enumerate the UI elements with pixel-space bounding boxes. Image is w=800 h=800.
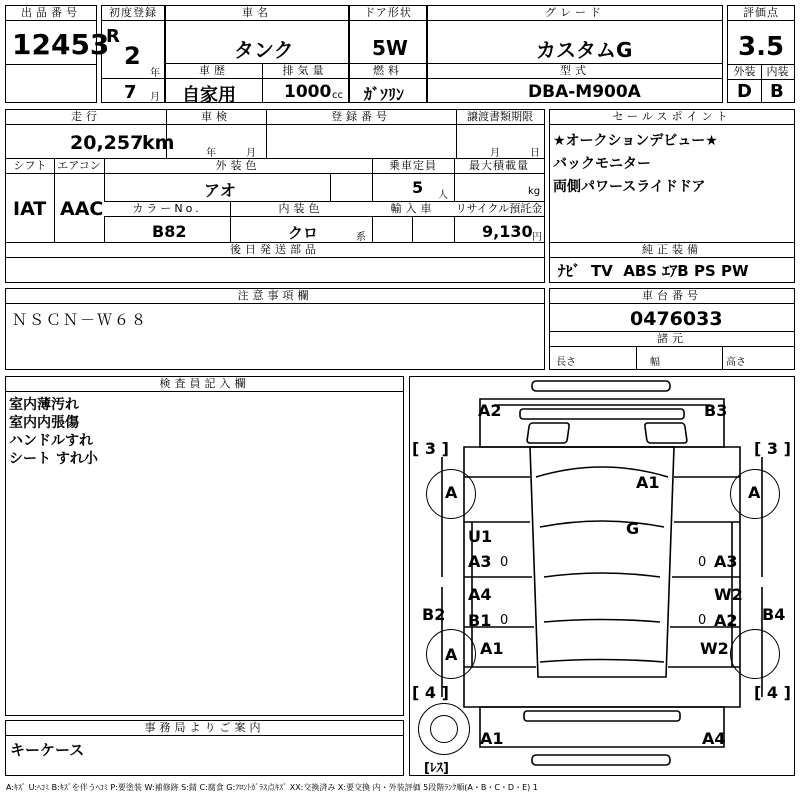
equipment-label: 純正装備 — [550, 243, 794, 258]
mileage: 20,257 — [70, 132, 144, 154]
car-diagram — [409, 376, 795, 776]
wheel-mark: A — [445, 645, 458, 664]
bracket-mark: [ 4 ] — [754, 683, 791, 702]
displacement: 1000 — [284, 82, 332, 102]
damage-mark: A2 — [714, 611, 738, 630]
sales-line: バックモニター — [553, 156, 651, 172]
int-color-unit: 系 — [356, 232, 366, 243]
sales-label: セールスポイント — [550, 110, 794, 125]
car-name-box — [165, 5, 349, 106]
damage-mark: A4 — [702, 729, 726, 748]
damage-mark: B2 — [422, 605, 446, 624]
int-label: 内装 — [761, 65, 794, 80]
wheel-mark: A — [445, 483, 458, 502]
model: DBA-M900A — [528, 82, 641, 102]
damage-mark: A4 — [468, 585, 492, 604]
wheel-mark: A — [748, 483, 761, 502]
notes-text: ＮＳＣＮ－Ｗ６８ — [12, 311, 149, 329]
recycle-fee: 9,130 — [482, 222, 533, 241]
lot-box — [5, 5, 110, 103]
damage-mark: B1 — [468, 611, 492, 630]
height-label: 高さ — [726, 357, 746, 368]
damage-mark: A1 — [636, 473, 660, 492]
year-unit: 年 — [150, 68, 160, 79]
recycle-label: リサイクル預託金 — [455, 202, 543, 215]
transfer-day-unit: 日 — [530, 148, 540, 159]
displacement-label: 排気量 — [262, 64, 348, 79]
less-mark: [ﾚｽ] — [424, 761, 449, 776]
inspector-box — [5, 376, 404, 716]
chassis-number: 0476033 — [630, 308, 723, 330]
door-type: 5W — [372, 36, 408, 60]
ac-label: エアコン — [54, 159, 104, 174]
sales-box — [549, 109, 795, 283]
seats-unit: 人 — [438, 190, 448, 201]
car-name: タンク — [234, 38, 294, 62]
shift-label: シフト — [6, 159, 54, 174]
bracket-mark: [ 3 ] — [754, 439, 791, 458]
spec-label: 諸元 — [550, 332, 794, 347]
load-label: 最大積載量 — [454, 159, 544, 174]
inspection-year-unit: 年 — [206, 148, 216, 159]
lot-label: 出品番号 — [6, 6, 96, 21]
mileage-label: 走行 — [6, 110, 166, 125]
score-box — [727, 5, 795, 103]
inspector-line: 室内薄汚れ — [9, 397, 79, 413]
door-box — [349, 5, 427, 103]
bracket-mark: [ 3 ] — [412, 439, 449, 458]
inspector-label: 検査員記入欄 — [6, 377, 403, 392]
sales-line: 両側パワースライドドア — [553, 179, 706, 195]
transfer-label: 譲渡書類期限 — [456, 110, 544, 125]
wheel-rear-right — [730, 629, 780, 679]
chassis-box — [549, 288, 795, 370]
damage-mark: W2 — [714, 585, 743, 604]
grade-label: グレード — [428, 6, 722, 21]
history: 自家用 — [182, 85, 236, 106]
spare-tire-inner — [430, 715, 458, 743]
ac: AAC — [60, 198, 104, 220]
ext-grade: D — [737, 81, 752, 102]
car-name-label: 車名 — [166, 6, 348, 21]
office-text: キーケース — [10, 741, 85, 759]
yen-unit: 円 — [532, 232, 542, 243]
length-label: 長さ — [556, 357, 576, 368]
reg-month: 7 — [124, 82, 137, 103]
import-label: 輸入車 — [372, 202, 454, 217]
damage-mark: U1 — [468, 527, 493, 546]
reg-year: 2 — [124, 42, 141, 70]
car-outline-drawing — [410, 377, 794, 775]
seats: 5 — [412, 178, 424, 197]
reg-number-label: 登録番号 — [266, 110, 456, 125]
inspection-month-unit: 月 — [246, 148, 256, 159]
first-reg-label: 初度登録 — [102, 6, 164, 21]
damage-mark: B3 — [704, 401, 728, 420]
cc-unit: cc — [332, 90, 343, 101]
model-label: 型式 — [428, 64, 722, 79]
door-label: ドア形状 — [350, 6, 426, 21]
history-label: 車歴 — [166, 64, 262, 79]
color-no: B82 — [152, 222, 187, 241]
ext-color-label: 外装色 — [104, 159, 372, 174]
fuel-label: 燃料 — [350, 64, 426, 79]
fuel: ｶﾞｿﾘﾝ — [364, 85, 405, 104]
damage-mark: A1 — [480, 729, 504, 748]
zero-mark: 0 — [500, 555, 509, 570]
notes-label: 注意事項欄 — [6, 289, 544, 304]
inspector-line: 室内内張傷 — [9, 415, 79, 431]
score-label: 評価点 — [728, 6, 794, 21]
width-label: 幅 — [650, 357, 660, 368]
month-unit: 月 — [150, 92, 160, 103]
first-reg-box — [101, 5, 165, 103]
zero-mark: 0 — [698, 555, 707, 570]
lot-number: 12453 — [12, 28, 110, 61]
notes-box — [5, 288, 545, 370]
bracket-mark: [ 4 ] — [412, 683, 449, 702]
color-no-label: カラーNo. — [104, 202, 230, 217]
shift: IAT — [13, 198, 47, 220]
office-box — [5, 720, 404, 776]
era: R — [106, 26, 120, 47]
later-parts-label: 後日発送部品 — [6, 243, 544, 258]
damage-mark: A3 — [468, 552, 492, 571]
equipment-items: ﾅﾋﾞ TV ABS ｴｱB PS PW — [558, 262, 749, 280]
inspection-label: 車検 — [166, 110, 266, 125]
transfer-month-unit: 月 — [490, 148, 500, 159]
zero-mark: 0 — [698, 613, 707, 628]
damage-mark: A1 — [480, 639, 504, 658]
chassis-label: 車台番号 — [550, 289, 794, 304]
ext-label: 外装 — [728, 65, 761, 80]
spec-box — [5, 109, 545, 283]
int-color-label: 内装色 — [230, 202, 372, 217]
sales-line: ★オークションデビュー★ — [553, 133, 718, 149]
damage-mark: W2 — [700, 639, 729, 658]
damage-mark: B4 — [762, 605, 786, 624]
inspector-line: ハンドルすれ — [9, 433, 93, 449]
grade-box — [427, 5, 723, 103]
ext-color: アオ — [204, 181, 236, 200]
km-unit: km — [142, 132, 175, 154]
legend: A:ｷｽﾞ U:ﾍｺﾐ B:ｷｽﾞを伴うﾍｺﾐ P:要塗装 W:補修跡 S:錆 C:腐食 G:ﾌﾛﾝﾄｶﾞﾗｽ点ｷｽﾞ XX:交換済み X:要交換 内・外装評価 5段階ﾗﾝｸ順(A・B・C・D・E) 1 — [6, 783, 538, 792]
int-grade: B — [770, 81, 784, 102]
seats-label: 乗車定員 — [372, 159, 454, 174]
damage-mark: G — [626, 519, 640, 538]
score: 3.5 — [738, 32, 785, 62]
damage-mark: A2 — [478, 401, 502, 420]
int-color: クロ — [288, 224, 319, 242]
inspector-line: シート すれ小 — [9, 451, 98, 467]
load-unit: kg — [528, 186, 541, 197]
grade: カスタムG — [536, 38, 633, 62]
office-label: 事務局よりご案内 — [6, 721, 403, 736]
zero-mark: 0 — [500, 613, 509, 628]
damage-mark: A3 — [714, 552, 738, 571]
